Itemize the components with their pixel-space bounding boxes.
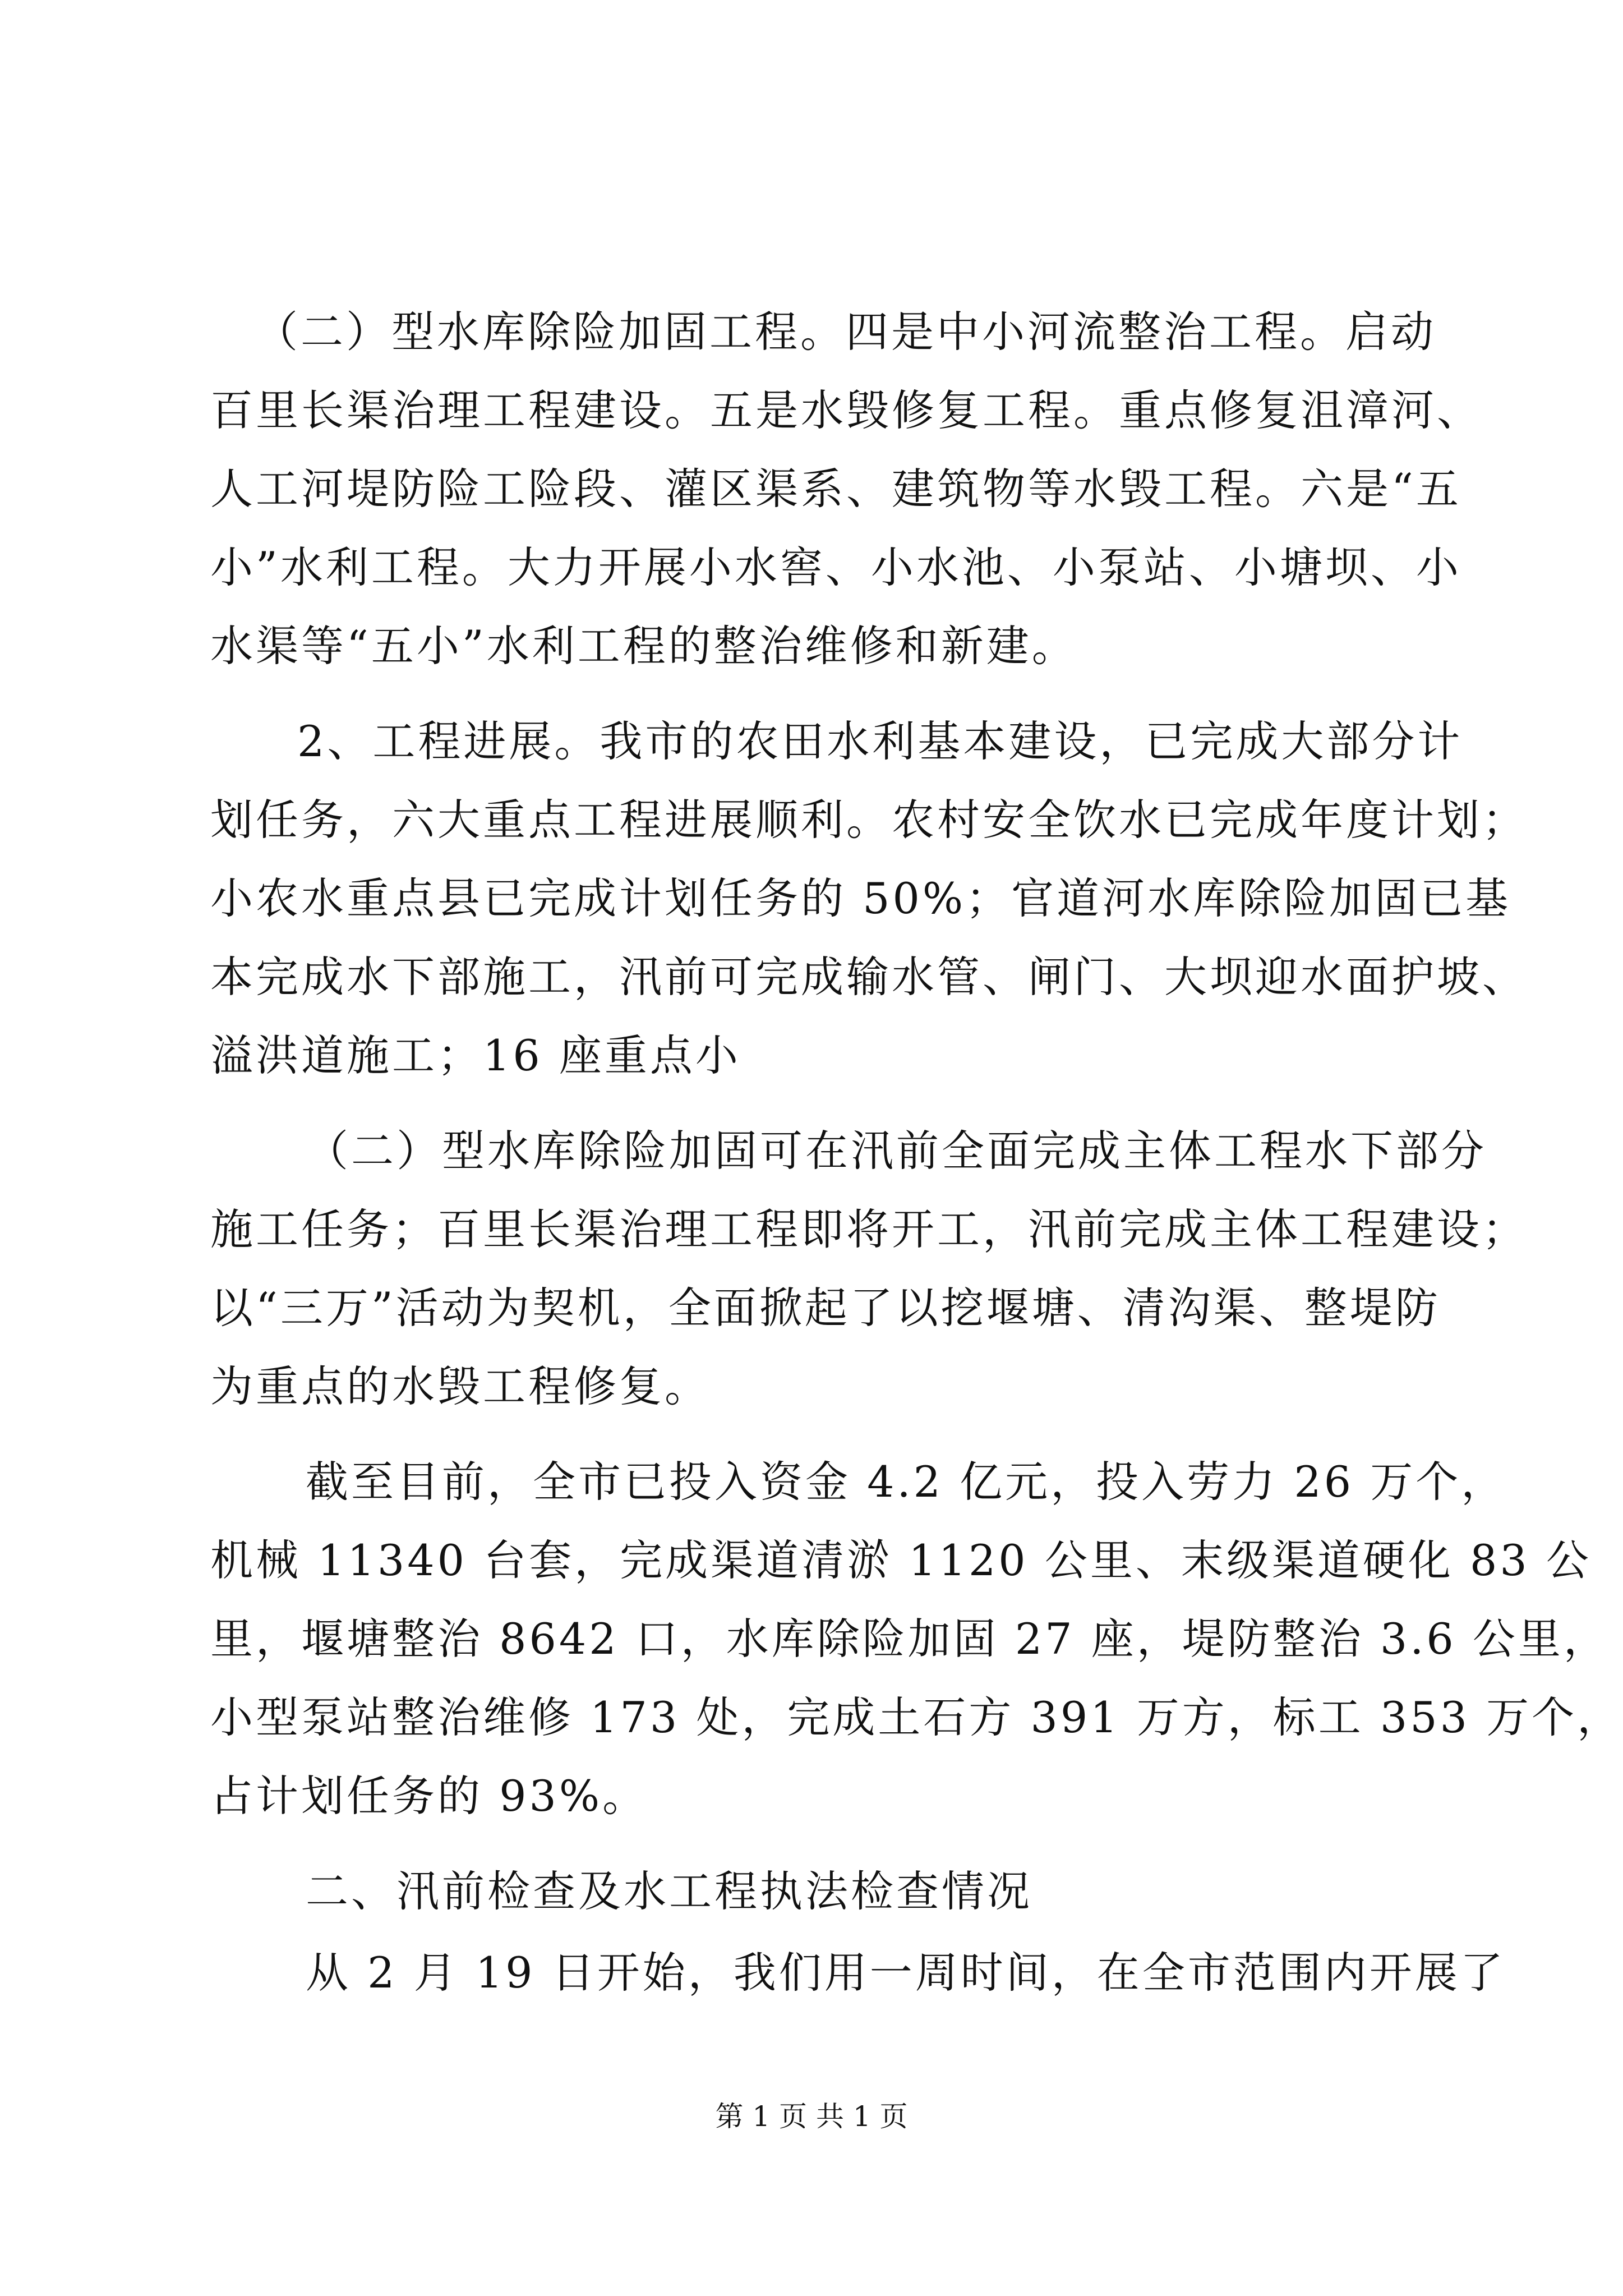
text-line: 里，堰塘整治 8642 口，水库除险加固 27 座，堤防整治 3.6 公里， <box>210 1614 1609 1664</box>
text-line: 机械 11340 台套，完成渠道清淤 1120 公里、末级渠道硬化 83 公 <box>210 1535 1592 1585</box>
text-line: 截至目前，全市已投入资金 4.2 亿元，投入劳力 26 万个， <box>306 1457 1507 1507</box>
text-line: 从 2 月 19 日开始，我们用一周时间，在全市范围内开展了 <box>306 1948 1506 1998</box>
text-line: 本完成水下部施工，汛前可完成输水管、闸门、大坝迎水面护坡、 <box>210 952 1528 1002</box>
text-line: 小”水利工程。大力开展小水窖、小水池、小泵站、小塘坝、小 <box>210 542 1461 592</box>
text-line: 占计划任务的 93%。 <box>210 1771 648 1821</box>
text-line: 以“三万”活动为契机，全面掀起了以挖堰塘、清沟渠、整堤防 <box>210 1283 1441 1333</box>
text-line: （二）型水库除险加固工程。四是中小河流整治工程。启动 <box>255 307 1436 357</box>
text-line: 小农水重点县已完成计划任务的 50%；官道河水库除险加固已基 <box>210 873 1511 923</box>
text-line: 划任务，六大重点工程进展顺利。农村安全饮水已完成年度计划； <box>210 795 1528 845</box>
page-footer: 第 1 页 共 1 页 <box>715 2100 908 2133</box>
text-line: 人工河堤防险工险段、灌区渠系、建筑物等水毁工程。六是“五 <box>210 464 1461 514</box>
text-line: 施工任务；百里长渠治理工程即将开工，汛前完成主体工程建设； <box>210 1204 1528 1254</box>
section-heading: 二、汛前检查及水工程执法检查情况 <box>306 1866 1032 1916</box>
text-line: 百里长渠治理工程建设。五是水毁修复工程。重点修复沮漳河、 <box>210 385 1482 435</box>
text-line: 水渠等“五小”水利工程的整治维修和新建。 <box>210 621 1077 671</box>
text-line: 小型泵站整治维修 173 处，完成土石方 391 万方，标工 353 万个， <box>210 1692 1623 1742</box>
text-line: （二）型水库除险加固可在汛前全面完成主体工程水下部分 <box>306 1126 1487 1176</box>
text-line: 2、工程进展。我市的农田水利基本建设，已完成大部分计 <box>297 716 1463 766</box>
text-line: 为重点的水毁工程修复。 <box>210 1361 710 1411</box>
text-line: 溢洪道施工；16 座重点小 <box>210 1030 741 1080</box>
